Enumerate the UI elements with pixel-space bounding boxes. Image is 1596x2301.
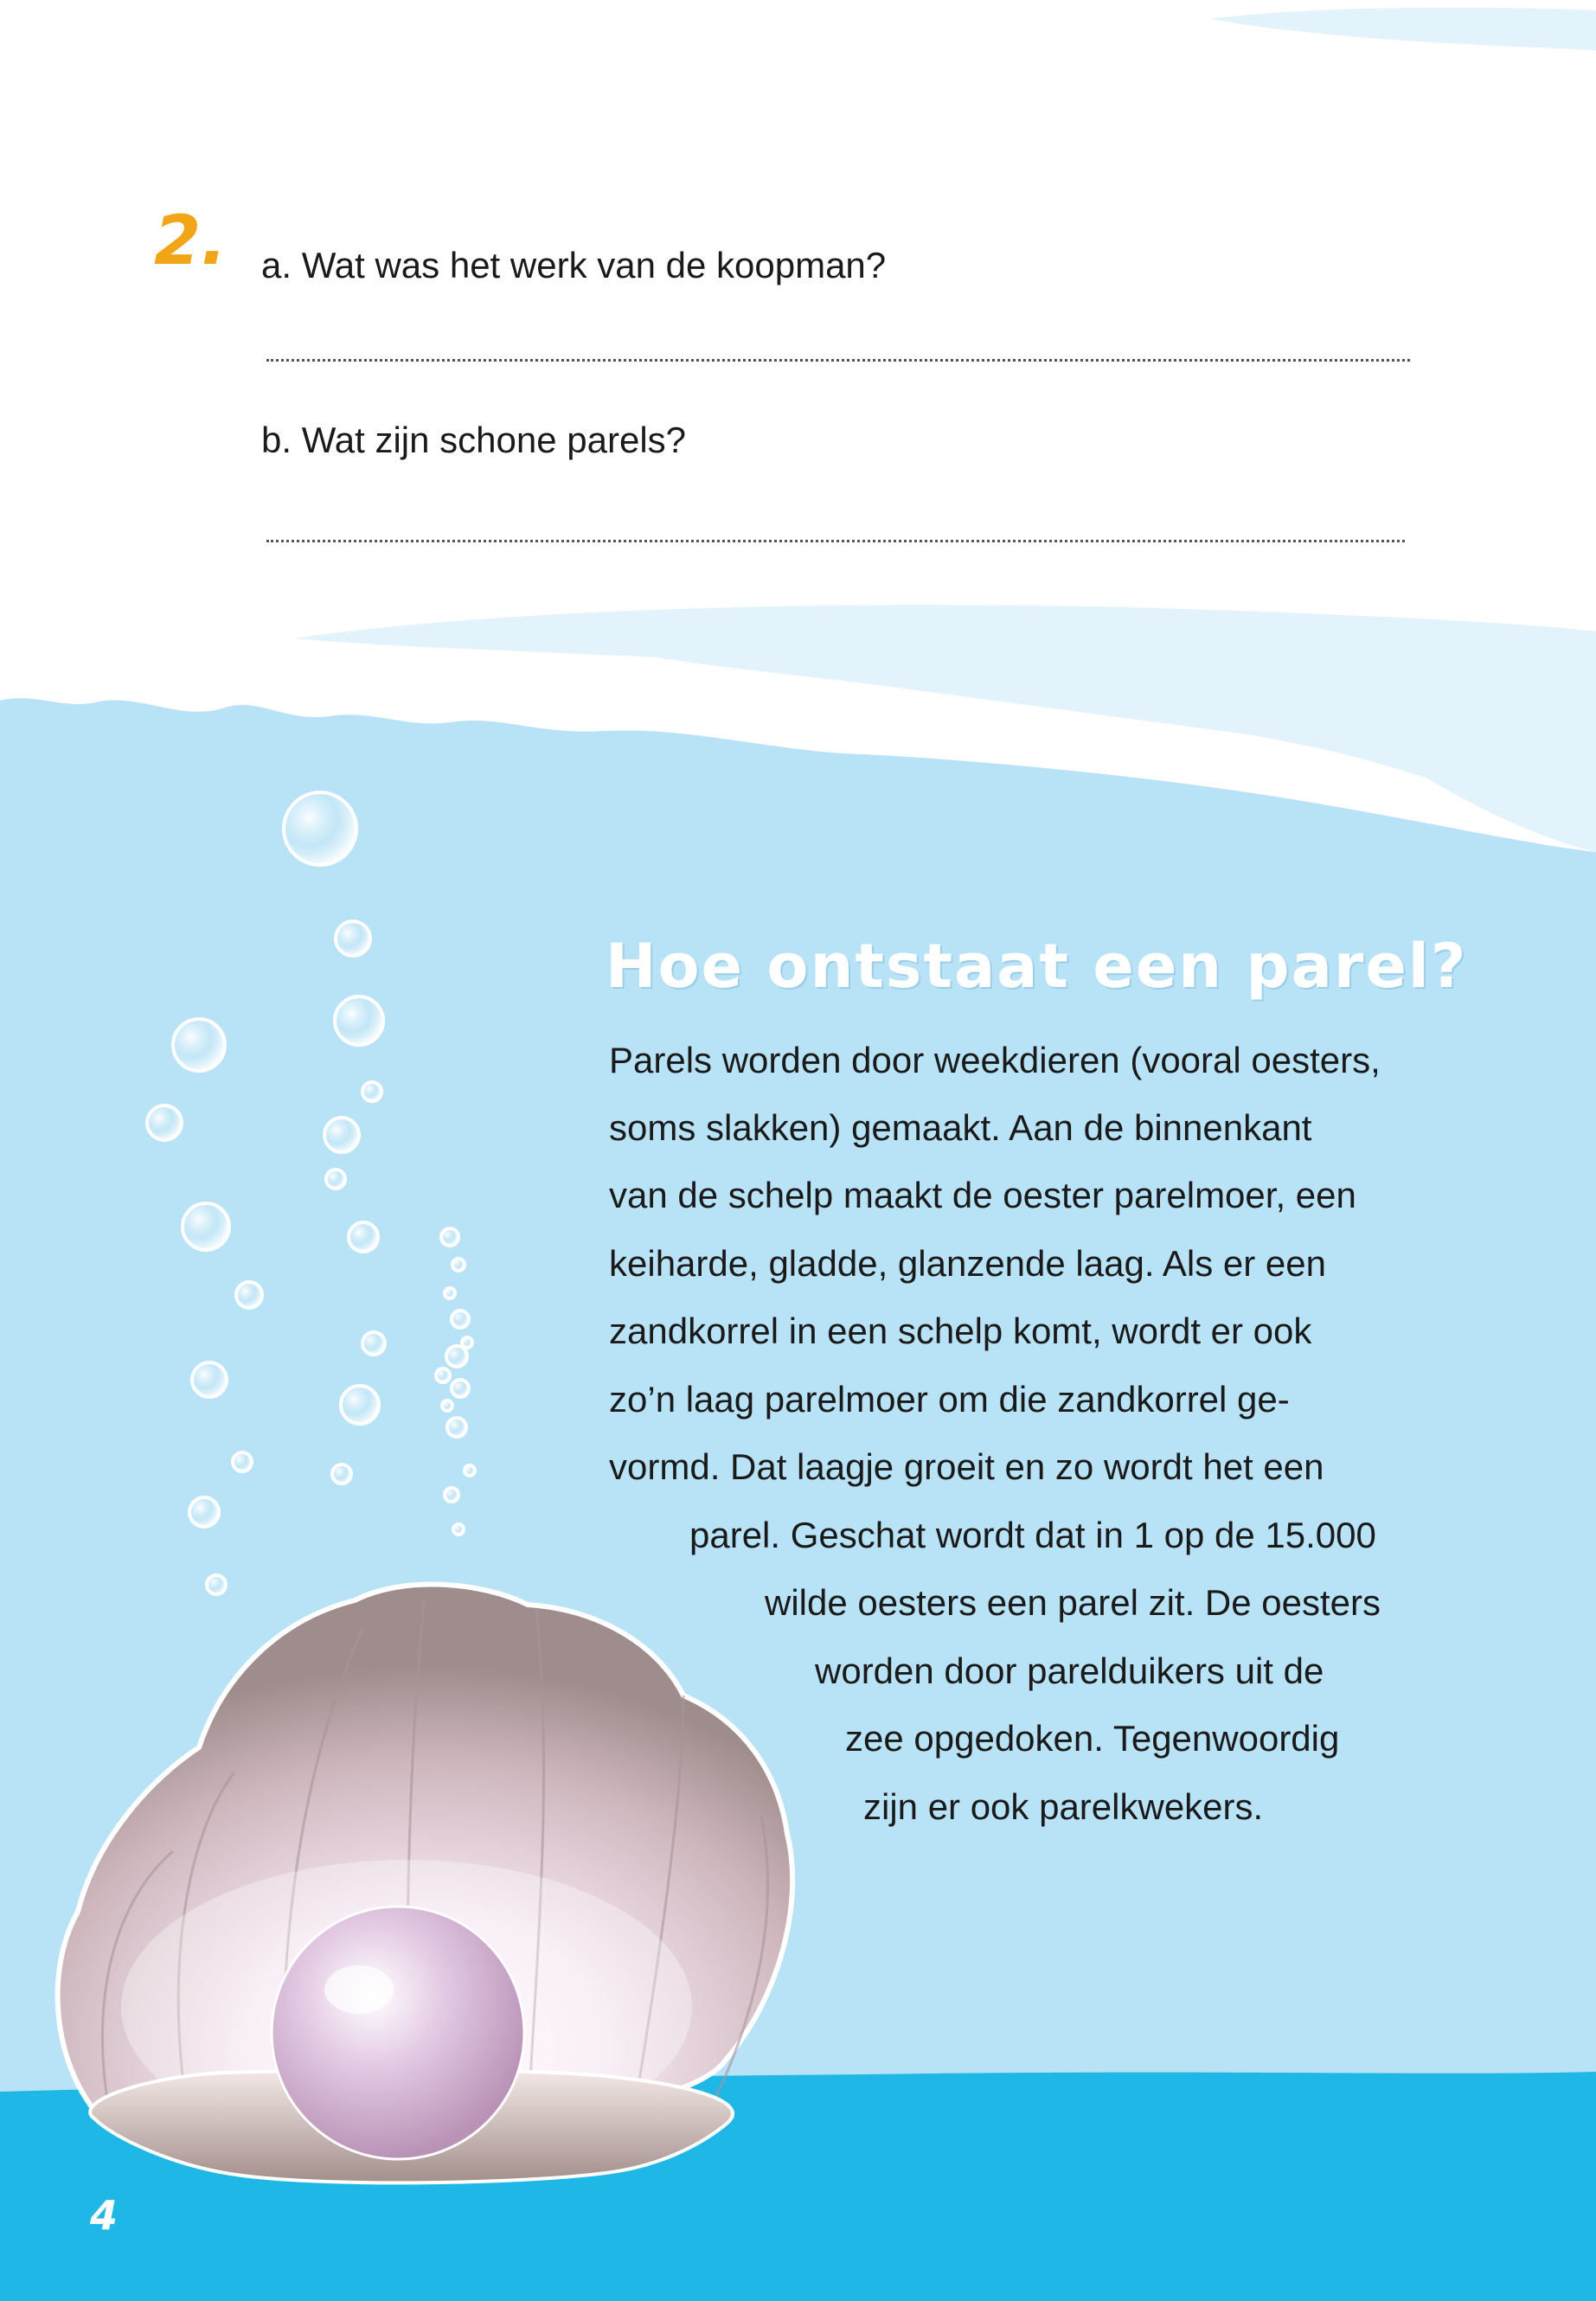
answer-line-b[interactable] [266, 540, 1405, 542]
body-line: soms slakken) gemaakt. Aan de binnenkant [609, 1107, 1312, 1148]
top-wave [1211, 8, 1596, 50]
body-line: vormd. Dat laagje groeit en zo wordt het een [609, 1446, 1324, 1487]
question-number: 2. [154, 202, 227, 280]
info-heading: Hoe ontstaat een parel? [606, 931, 1468, 1002]
body-line: zandkorrel in een schelp komt, wordt er ook [609, 1311, 1312, 1351]
body-line: van de schelp maakt de oester parelmoer, een [609, 1175, 1356, 1215]
body-line: wilde oesters een parel zit. De oesters [765, 1582, 1381, 1623]
body-line: zo’n laag parelmoer om die zandkorrel ge- [609, 1379, 1290, 1420]
body-line: parel. Geschat wordt dat in 1 op de 15.000 [689, 1515, 1376, 1555]
body-line: worden door parelduikers uit de [815, 1650, 1324, 1691]
answer-line-a[interactable] [266, 359, 1410, 362]
question-b: b. Wat zijn schone parels? [261, 420, 687, 460]
question-a: a. Wat was het werk van de koopman? [261, 245, 887, 285]
page-number: 4 [90, 2192, 119, 2239]
body-line: Parels worden door weekdieren (vooral oesters, [609, 1040, 1381, 1080]
body-line: zee opgedoken. Tegenwoordig [845, 1718, 1340, 1759]
body-line: zijn er ook parelkwekers. [863, 1786, 1264, 1827]
body-line: keiharde, gladde, glanzende laag. Als er een [609, 1243, 1326, 1284]
